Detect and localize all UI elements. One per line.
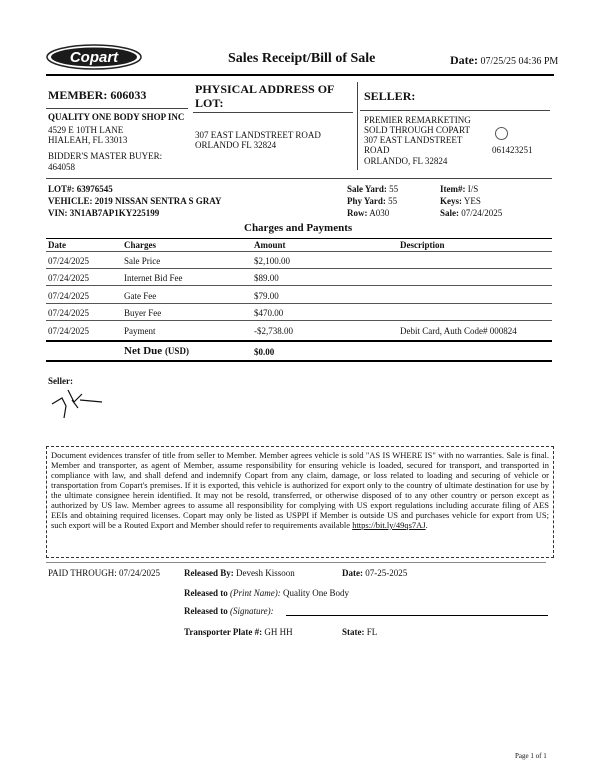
seller-header-divider — [360, 110, 550, 111]
charge-name: Buyer Fee — [124, 308, 162, 318]
print-name: Quality One Body — [283, 588, 349, 598]
lot-location-label-2: LOT: — [195, 96, 224, 110]
release-date-label: Date: — [342, 568, 363, 578]
lot-number: LOT#: 63976545 — [48, 184, 113, 194]
page-title: Sales Receipt/Bill of Sale — [228, 51, 376, 66]
seller-divider — [357, 82, 358, 170]
plate-label: Transporter Plate #: — [184, 627, 263, 637]
table-row-rule — [46, 320, 552, 321]
phy-yard: 55 — [388, 196, 398, 206]
disclaimer-end: . — [425, 520, 428, 530]
seller-stamp-icon — [495, 127, 508, 140]
released-to-sig-label: Released to — [184, 606, 228, 616]
released-by-label: Released By: — [184, 568, 234, 578]
header-date-label: Date: — [450, 53, 478, 67]
seller-line2: SOLD THROUGH COPART — [364, 125, 470, 135]
item-value: I/S — [467, 184, 479, 194]
net-due-text: Net Due — [124, 345, 163, 357]
released-by: Devesh Kissoon — [236, 568, 295, 578]
phy-yard-label: Phy Yard: — [347, 196, 386, 206]
sale-label: Sale: — [440, 208, 459, 218]
keys-label: Keys: — [440, 196, 462, 206]
lot-address1: 307 EAST LANDSTREET ROAD — [195, 130, 321, 140]
signature-label: (Signature): — [230, 606, 274, 616]
col-description: Description — [400, 240, 445, 250]
net-due-bottom-rule — [46, 360, 552, 362]
table-row-rule — [46, 268, 552, 269]
lot-location-divider — [193, 112, 353, 113]
seller-number: 061423251 — [492, 145, 533, 155]
net-due-value: $0.00 — [254, 347, 275, 357]
sale-yard: 55 — [389, 184, 399, 194]
released-to-label: Released to — [184, 588, 228, 598]
charge-amount: -$2,738.00 — [254, 326, 293, 336]
col-amount: Amount — [254, 240, 286, 250]
charge-amount: $89.00 — [254, 273, 279, 283]
row-value: A030 — [369, 208, 390, 218]
table-row-rule — [46, 285, 552, 286]
paid-through: PAID THROUGH: 07/24/2025 — [48, 568, 161, 578]
lot-location-label-1: PHYSICAL ADDRESS OF — [195, 82, 335, 96]
plate-value: GH HH — [264, 627, 293, 637]
member-address2: HIALEAH, FL 33013 — [48, 135, 128, 145]
disclaimer-text: Document evidences transfer of title from seller to Member. Member agrees vehicle is sold "AS IS WHERE IS" with no warranties. Sale is final. Member and transporter, as agent of Member, assume responsibility for ensuring vehicle is loaded, secured for transport, and transported in compliance with law, and shall defend and indemnify Copart from any claim, damage, or loss related to loading and securing of vehicle or transportation from Copart's premises. If it is exported, this vehicle is authorized for export only to the country of ultimate destination for use by the ultimate consignee herein identified. It may not be resold, transferred, or otherwise disposed of to any other country or person except as authorized by US law. Member agrees to assume all responsibility for complying with US export regulations including accurate filing of AES EEIs and obtaining required licenses. Copart may only be listed as USPPI if Member is outside US and purchases vehicle for export from US; such export will be a Routed Export and Member should refer to requirements available — [51, 450, 549, 530]
charge-date: 07/24/2025 — [48, 308, 90, 318]
charge-name: Sale Price — [124, 256, 161, 266]
header-rule — [46, 251, 552, 252]
charge-date: 07/24/2025 — [48, 273, 90, 283]
logo-text: Copart — [69, 49, 119, 66]
charge-description: Debit Card, Auth Code# 000824 — [400, 326, 517, 336]
col-date: Date — [48, 240, 66, 250]
disclaimer-box — [46, 446, 554, 558]
sale-yard-label: Sale Yard: — [347, 184, 387, 194]
state-label: State: — [342, 627, 365, 637]
charges-top-rule — [46, 238, 552, 239]
bidder-label: BIDDER'S MASTER BUYER: — [48, 151, 163, 161]
vehicle: VEHICLE: 2019 NISSAN SENTRA S GRAY — [48, 196, 222, 206]
seller-signature-label: Seller: — [48, 376, 73, 386]
col-charges: Charges — [124, 240, 156, 250]
disclaimer-link[interactable]: https://bit.ly/49qs7AJ — [352, 520, 426, 530]
seller-line4: ROAD — [364, 145, 390, 155]
seller-line1: PREMIER REMARKETING — [364, 115, 471, 125]
charges-title: Charges and Payments — [244, 222, 353, 234]
section-divider — [46, 178, 552, 179]
state-value: FL — [366, 627, 378, 637]
signature-line[interactable] — [286, 615, 548, 616]
release-divider — [46, 562, 546, 563]
member-address1: 4529 E 10TH LANE — [48, 125, 124, 135]
member-company: QUALITY ONE BODY SHOP INC — [48, 112, 185, 122]
sale-date: 07/24/2025 — [461, 208, 503, 218]
header-date-value: 07/25/25 04:36 PM — [480, 56, 559, 67]
header-date — [450, 53, 558, 68]
charge-name: Internet Bid Fee — [124, 273, 183, 283]
table-row-rule — [46, 303, 552, 304]
seller-signature — [48, 386, 108, 420]
seller-line5: ORLANDO, FL 32824 — [364, 156, 448, 166]
charge-amount: $79.00 — [254, 291, 279, 301]
keys-value: YES — [463, 196, 481, 206]
net-due-label — [124, 345, 189, 357]
charge-name: Payment — [124, 326, 156, 336]
charge-amount: $470.00 — [254, 308, 284, 318]
bidder-number: 464058 — [48, 162, 75, 172]
page-number: Page 1 of 1 — [515, 752, 547, 760]
row-label: Row: — [347, 208, 368, 218]
item-label: Item#: — [440, 184, 466, 194]
lot-address2: ORLANDO FL 32824 — [195, 140, 277, 150]
member-label: MEMBER: 606033 — [48, 88, 147, 102]
charge-date: 07/24/2025 — [48, 256, 90, 266]
charge-date: 07/24/2025 — [48, 326, 90, 336]
print-name-label: (Print Name): — [230, 588, 281, 598]
member-divider — [46, 108, 188, 109]
net-due-top-rule — [46, 340, 552, 342]
seller-line3: 307 EAST LANDSTREET — [364, 135, 463, 145]
header-divider — [46, 74, 554, 76]
vin: VIN: 3N1AB7AP1KY225199 — [48, 208, 160, 218]
seller-label: SELLER: — [364, 89, 416, 103]
net-due-unit: (USD) — [164, 346, 189, 356]
charge-amount: $2,100.00 — [254, 256, 290, 266]
copart-logo — [46, 44, 142, 70]
charge-date: 07/24/2025 — [48, 291, 90, 301]
release-date: 07-25-2025 — [365, 568, 408, 578]
charge-name: Gate Fee — [124, 291, 157, 301]
